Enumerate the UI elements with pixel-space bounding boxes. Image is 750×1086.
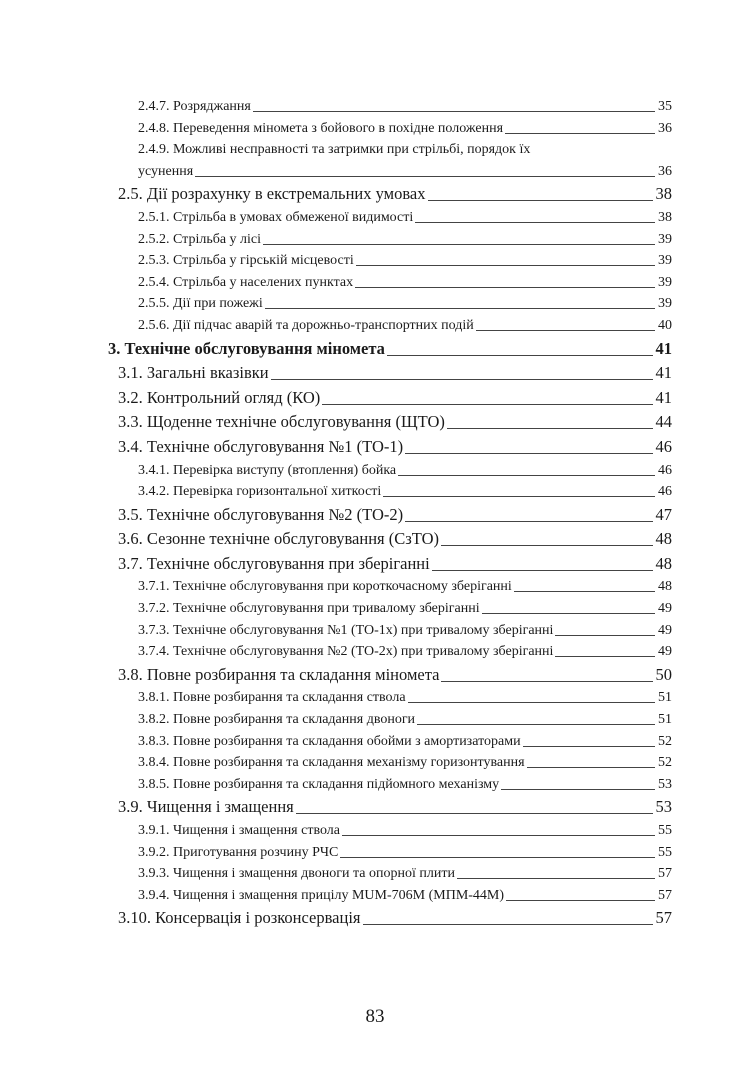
toc-entry-title: 3.7.3. Технічне обслуговування №1 (ТО-1х) при тривалому зберіганні bbox=[138, 622, 554, 638]
toc-entry-title: 3.8.2. Повне розбирання та складання двоноги bbox=[138, 712, 416, 728]
toc-entry-page: 46 bbox=[658, 484, 672, 500]
leader-line bbox=[447, 428, 653, 429]
toc-entry-page: 55 bbox=[658, 844, 672, 860]
toc-entry bbox=[138, 709, 672, 731]
toc-entry-title: 3.5. Технічне обслуговування №2 (ТО-2) bbox=[118, 504, 404, 524]
toc-entry-title: 2.4.8. Переведення міномета з бойового в похідне положення bbox=[138, 120, 504, 136]
toc-entry-page: 52 bbox=[658, 755, 672, 771]
toc-entry bbox=[138, 687, 672, 709]
toc-entry-title: 2.4.7. Розряджання bbox=[138, 99, 251, 114]
toc-entry-title: 3. Технічне обслуговування міномета bbox=[108, 338, 385, 358]
toc-entry bbox=[118, 906, 672, 931]
toc-entry-page: 48 bbox=[655, 553, 672, 573]
toc-entry bbox=[118, 527, 672, 552]
toc-entry-page: 57 bbox=[658, 887, 672, 903]
toc-entry-page: 44 bbox=[655, 412, 672, 432]
toc-entry bbox=[138, 139, 672, 182]
toc-entry-page: 41 bbox=[655, 363, 672, 383]
leader-line bbox=[415, 222, 655, 223]
toc-entry-title: 3.8. Повне розбирання та складання міномета bbox=[118, 664, 440, 684]
toc-entry-title: 3.2. Контрольний огляд (КО) bbox=[118, 387, 321, 407]
toc-entry bbox=[138, 315, 672, 337]
toc-entry bbox=[138, 620, 672, 642]
leader-line bbox=[322, 404, 652, 405]
toc-entry bbox=[138, 118, 672, 140]
toc-entry-page: 41 bbox=[655, 338, 672, 358]
toc-entry-page: 39 bbox=[658, 253, 672, 269]
toc-entry bbox=[138, 752, 672, 774]
leader-line bbox=[363, 924, 653, 925]
toc-entry-title: 2.4.9. Можливі несправності та затримки при стрільбі, порядок їх bbox=[138, 142, 531, 158]
toc-entry-page: 55 bbox=[658, 823, 672, 838]
leader-line bbox=[383, 496, 655, 497]
leader-line bbox=[263, 244, 655, 245]
toc-entry-page: 57 bbox=[658, 866, 672, 882]
toc-entry bbox=[138, 576, 672, 598]
leader-line bbox=[253, 111, 655, 112]
toc-entry-title: 3.3. Щоденне технічне обслуговування (ЩТО) bbox=[118, 412, 445, 432]
leader-line bbox=[342, 835, 655, 836]
toc-entry-page: 39 bbox=[658, 231, 672, 247]
leader-line bbox=[457, 878, 655, 879]
toc-entry-page: 49 bbox=[658, 644, 672, 660]
toc-entry-title: 3.10. Консервація і розконсервація bbox=[118, 908, 361, 928]
toc-entry-title: 3.7.4. Технічне обслуговування №2 (ТО-2х) при тривалому зберіганні bbox=[138, 644, 554, 660]
leader-line bbox=[340, 857, 655, 858]
leader-line bbox=[432, 570, 653, 571]
toc-entry-title: 3.9.1. Чищення і змащення ствола bbox=[138, 823, 340, 838]
toc-entry bbox=[138, 641, 672, 663]
toc-entry bbox=[108, 337, 672, 362]
toc-entry bbox=[138, 598, 672, 620]
toc-entry-page: 51 bbox=[658, 712, 672, 728]
toc-entry-page: 48 bbox=[655, 529, 672, 549]
toc-entry-page: 52 bbox=[658, 733, 672, 749]
leader-line bbox=[408, 702, 655, 703]
toc-entry-page: 40 bbox=[658, 317, 672, 333]
toc-entry-title-continued: усунення bbox=[138, 163, 194, 179]
toc-entry-page: 46 bbox=[658, 462, 672, 478]
toc-entry-title: 3.7.1. Технічне обслуговування при короткочасному зберіганні bbox=[138, 579, 512, 595]
leader-line bbox=[428, 200, 653, 201]
toc-entry-title: 3.9. Чищення і змащення bbox=[118, 797, 294, 817]
toc-entry bbox=[118, 503, 672, 528]
toc-entry-title: 3.9.2. Приготування розчину РЧС bbox=[138, 844, 339, 860]
toc-entry bbox=[118, 182, 672, 207]
toc-entry-page: 48 bbox=[658, 579, 672, 595]
toc-entry bbox=[138, 293, 672, 315]
toc-entry-page: 49 bbox=[658, 601, 672, 617]
leader-line bbox=[505, 133, 655, 134]
leader-line bbox=[476, 330, 655, 331]
leader-line bbox=[296, 813, 653, 814]
toc-entry bbox=[118, 361, 672, 386]
leader-line bbox=[514, 591, 655, 592]
toc-entry bbox=[138, 229, 672, 251]
toc-entry-page: 39 bbox=[658, 296, 672, 312]
toc-entry-page: 49 bbox=[658, 622, 672, 638]
leader-line bbox=[523, 746, 655, 747]
toc-entry bbox=[138, 460, 672, 482]
toc-entry-title: 2.5.5. Дії при пожежі bbox=[138, 296, 263, 312]
toc-entry bbox=[118, 386, 672, 411]
leader-line bbox=[387, 355, 653, 356]
toc-entry-title: 3.1. Загальні вказівки bbox=[118, 363, 269, 383]
toc-entry-title: 3.4.1. Перевірка виступу (втоплення) бойка bbox=[138, 462, 397, 478]
toc-entry-title: 2.5.1. Стрільба в умовах обмеженої видимості bbox=[138, 209, 414, 225]
leader-line bbox=[555, 656, 655, 657]
leader-line bbox=[527, 767, 655, 768]
leader-line bbox=[405, 453, 652, 454]
leader-line bbox=[555, 635, 655, 636]
leader-line bbox=[482, 613, 655, 614]
toc-entry bbox=[138, 272, 672, 294]
leader-line bbox=[356, 265, 655, 266]
leader-line bbox=[441, 681, 652, 682]
toc-entry bbox=[138, 820, 672, 842]
toc-entry-title: 3.7. Технічне обслуговування при зберіганні bbox=[118, 553, 430, 573]
toc-entry-page: 57 bbox=[655, 908, 672, 928]
toc-entry bbox=[138, 731, 672, 753]
toc-entry bbox=[138, 96, 672, 118]
toc-entry bbox=[118, 663, 672, 688]
toc-entry-title: 3.7.2. Технічне обслуговування при тривалому зберіганні bbox=[138, 601, 480, 617]
toc-entry bbox=[138, 774, 672, 796]
toc-entry-page: 38 bbox=[658, 209, 672, 225]
toc-entry-title: 3.8.1. Повне розбирання та складання ствола bbox=[138, 690, 406, 706]
toc-entry bbox=[118, 435, 672, 460]
toc-entry-title: 3.9.3. Чищення і змащення двоноги та опорної плити bbox=[138, 866, 455, 882]
toc-entry-title: 2.5.2. Стрільба у лісі bbox=[138, 231, 262, 247]
toc-entry-title: 2.5. Дії розрахунку в екстремальних умовах bbox=[118, 184, 426, 204]
toc-entry-title: 3.8.3. Повне розбирання та складання обойми з амортизаторами bbox=[138, 733, 521, 749]
toc-entry-page: 51 bbox=[658, 690, 672, 706]
leader-line bbox=[265, 308, 655, 309]
toc-entry-title: 2.5.6. Дії підчас аварій та дорожньо-транспортних подій bbox=[138, 317, 474, 333]
toc-entry-page: 35 bbox=[658, 99, 672, 114]
toc-entry bbox=[138, 863, 672, 885]
toc-entry-page: 53 bbox=[658, 776, 672, 792]
toc-entry bbox=[138, 250, 672, 272]
leader-line bbox=[405, 521, 652, 522]
toc-entry-title: 3.4. Технічне обслуговування №1 (ТО-1) bbox=[118, 436, 404, 456]
toc-entry bbox=[138, 842, 672, 864]
toc-entry-page: 38 bbox=[655, 184, 672, 204]
toc-entry-title: 3.9.4. Чищення і змащення прицілу МUМ-706М (МПМ-44М) bbox=[138, 887, 505, 903]
table-of-contents bbox=[0, 96, 750, 931]
leader-line bbox=[441, 545, 652, 546]
leader-line bbox=[271, 379, 653, 380]
toc-entry-page: 41 bbox=[655, 387, 672, 407]
toc-entry-page: 39 bbox=[658, 274, 672, 290]
toc-entry bbox=[138, 207, 672, 229]
leader-line bbox=[506, 900, 655, 901]
toc-entry-page: 36 bbox=[658, 163, 672, 179]
toc-entry bbox=[118, 795, 672, 820]
toc-entry-title: 3.8.5. Повне розбирання та складання підйомного механізму bbox=[138, 776, 500, 792]
leader-line bbox=[355, 287, 655, 288]
page-number: 83 bbox=[365, 1006, 385, 1027]
toc-entry-title: 3.6. Сезонне технічне обслуговування (СзТО) bbox=[118, 529, 440, 549]
leader-line bbox=[195, 176, 655, 177]
toc-entry-title: 3.8.4. Повне розбирання та складання механізму горизонтування bbox=[138, 755, 525, 771]
toc-entry-page: 50 bbox=[655, 664, 672, 684]
toc-entry-page: 46 bbox=[655, 436, 672, 456]
leader-line bbox=[398, 475, 655, 476]
toc-entry bbox=[138, 885, 672, 907]
toc-entry bbox=[118, 410, 672, 435]
toc-entry bbox=[118, 552, 672, 577]
leader-line bbox=[501, 789, 655, 790]
toc-entry-title: 2.5.4. Стрільба у населених пунктах bbox=[138, 274, 354, 290]
leader-line bbox=[417, 724, 655, 725]
toc-entry-page: 47 bbox=[655, 504, 672, 524]
toc-entry-page: 36 bbox=[658, 120, 672, 136]
toc-entry bbox=[138, 481, 672, 503]
toc-entry-title: 2.5.3. Стрільба у гірській місцевості bbox=[138, 253, 354, 269]
toc-entry-page: 53 bbox=[655, 797, 672, 817]
toc-entry-title: 3.4.2. Перевірка горизонтальної хиткості bbox=[138, 484, 382, 500]
